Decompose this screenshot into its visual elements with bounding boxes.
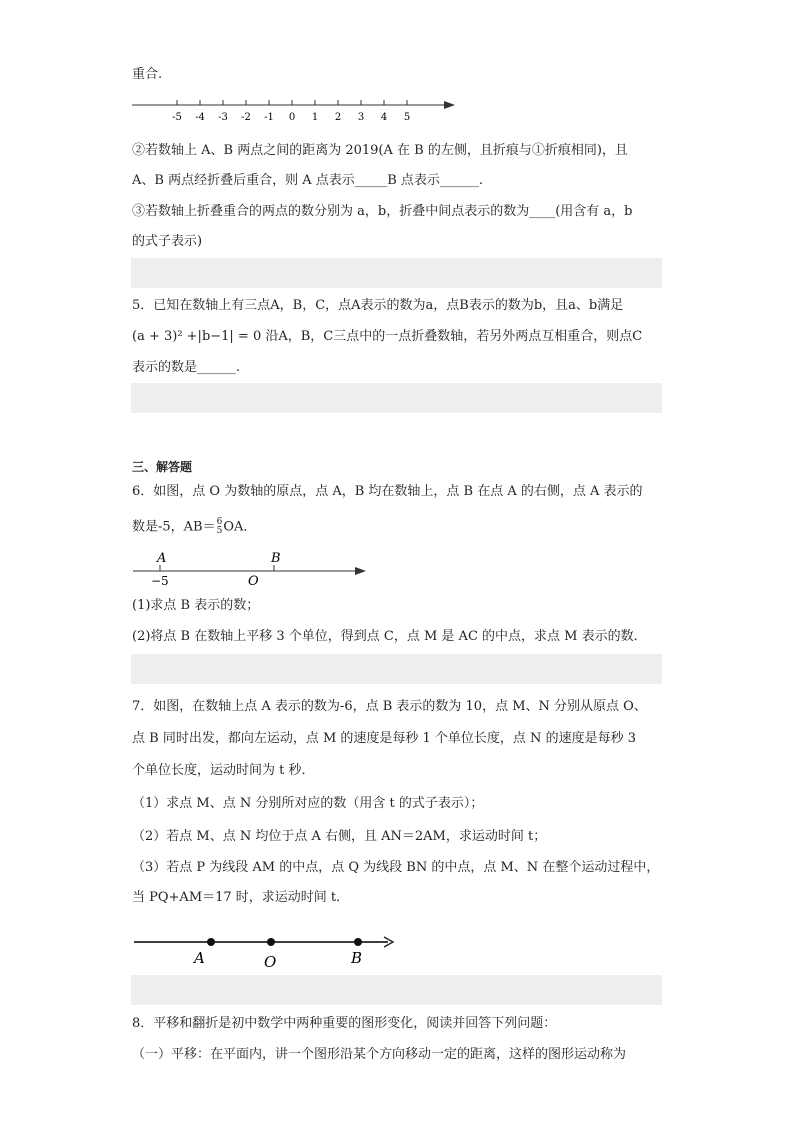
q8-line2: （一）平移：在平面内，讲一个图形沿某个方向移动一定的距离，这样的图形运动称为	[132, 1047, 627, 1062]
tick-label: 0	[288, 112, 296, 123]
q7-label-a: A	[194, 949, 205, 967]
number-line-arrow	[444, 101, 455, 109]
q6-fraction	[217, 518, 223, 536]
q6-line2-prefix: 数是-5，AB＝	[132, 519, 216, 535]
q5-line3: 表示的数是______.	[132, 360, 241, 375]
q7-number-line-figure	[130, 928, 400, 972]
tick-label: 4	[380, 112, 388, 123]
q4-part3-line2: 的式子表示)	[132, 234, 203, 249]
answer-box-q7[interactable]	[131, 975, 662, 1005]
tick-label: 2	[334, 112, 342, 123]
answer-box-q6[interactable]	[131, 654, 662, 684]
q8-line1: 8．平移和翻折是初中数学中两种重要的图形变化，阅读并回答下列问题：	[132, 1016, 557, 1031]
fraction-denominator: 5	[216, 526, 223, 536]
q7-point-o	[267, 938, 275, 946]
q7-sub3-line1: （3）若点 P 为线段 AM 的中点，点 Q 为线段 BN 的中点，点 M、N 在整个运动过程中，	[132, 860, 660, 875]
q6-label-o: O	[248, 574, 259, 589]
answer-box-q5[interactable]	[131, 383, 662, 413]
tick-label: -5	[172, 112, 182, 123]
q7-point-a	[207, 938, 215, 946]
q6-sub1: (1)求点 B 表示的数；	[132, 598, 260, 613]
number-line-figure-1	[130, 96, 460, 124]
fraction-numerator: 6	[216, 517, 223, 527]
q6-sub2: (2)将点 B 在数轴上平移 3 个单位，得到点 C，点 M 是 AC 的中点，求点 M 表示的数．	[132, 629, 647, 644]
q6-axis-arrow	[355, 567, 366, 575]
tick-label: 3	[357, 112, 365, 123]
tick-label: -2	[241, 112, 251, 123]
q7-line3: 个单位长度，运动时间为 t 秒．	[132, 763, 315, 778]
tick-label: -1	[264, 112, 274, 123]
q7-line1: 7．如图，在数轴上点 A 表示的数为-6，点 B 表示的数为 10，点 M、N 分别从原点 O、	[132, 699, 647, 714]
section-title: 三、解答题	[132, 460, 193, 474]
q7-sub2: （2）若点 M、点 N 均位于点 A 右侧，且 AN＝2AM，求运动时间 t；	[132, 829, 547, 844]
q7-sub3-line2: 当 PQ+AM＝17 时，求运动时间 t．	[132, 890, 350, 905]
q7-label-b: B	[351, 949, 363, 967]
answer-box-q4[interactable]	[131, 258, 662, 288]
q4-part3-line1: ③若数轴上折叠重合的两点的数分别为 a，b，折叠中间点表示的数为____(用含有 a，b	[132, 204, 633, 219]
q7-point-b	[354, 938, 362, 946]
q6-line2	[132, 518, 256, 537]
q6-label-minus5: −5	[151, 574, 169, 588]
tick-label: -4	[195, 112, 205, 123]
tick-label: 5	[403, 112, 411, 123]
q6-label-a: A	[157, 551, 167, 566]
q7-line2: 点 B 同时出发，都向左运动，点 M 的速度是每秒 1 个单位长度，点 N 的速度是每秒 3	[132, 731, 636, 746]
tick-label: -3	[218, 112, 228, 123]
q6-label-b: B	[271, 551, 281, 566]
q4-part2-line2: A、B 两点经折叠后重合，则 A 点表示_____B 点表示______.	[132, 173, 484, 188]
q6-line2-suffix: OA．	[223, 519, 257, 535]
q6-line1: 6．如图，点 O 为数轴的原点，点 A，B 均在数轴上，点 B 在点 A 的右侧，点 A 表示的	[132, 484, 643, 499]
tick-label: 1	[311, 112, 319, 123]
q5-line1: 5．已知在数轴上有三点A，B，C，点A表示的数为a，点B表示的数为b，且a、b满足	[132, 298, 624, 313]
q4-part2-line1: ②若数轴上 A、B 两点之间的距离为 2019(A 在 B 的左侧，且折痕与①折痕相同)，且	[132, 143, 628, 158]
q7-label-o: O	[264, 953, 277, 971]
q7-sub1: （1）求点 M、点 N 分别所对应的数（用含 t 的式子表示）；	[132, 796, 484, 811]
q6-number-line-figure	[130, 548, 370, 590]
continued-text: 重合.	[132, 67, 163, 82]
q5-line2: (a + 3)² +|b−1| = 0 沿A，B，C三点中的一点折叠数轴，若另外两点互相重合，则点C	[132, 329, 643, 344]
